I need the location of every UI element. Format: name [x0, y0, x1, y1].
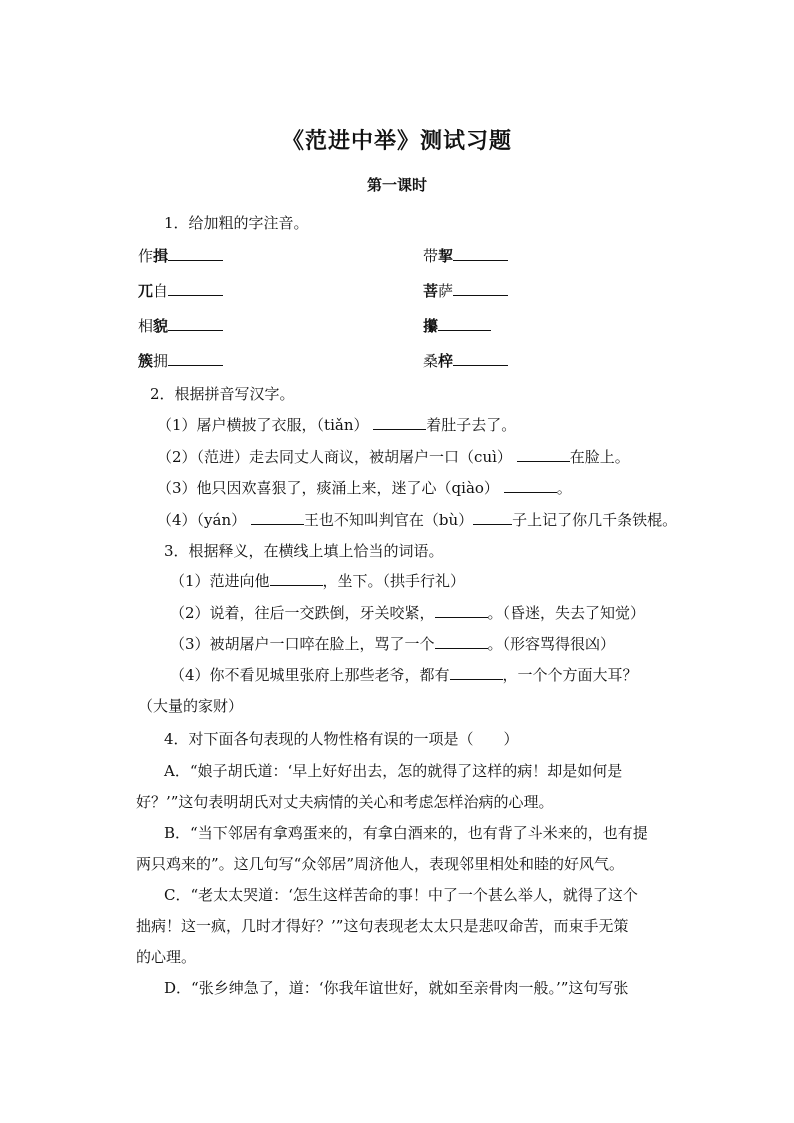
q4-option-a-line-2: 好？’”这句表明胡氏对丈夫病情的关心和考虑怎样治病的心理。: [136, 793, 554, 811]
q2-line-3: （3）他只因欢喜狠了，痰涌上来，迷了心（qiào） 。: [157, 479, 572, 497]
q1-item-6: 攥: [423, 316, 491, 336]
q4-option-b-line-2: 两只鸡来的”。这几句写“众邻居”周济他人，表现邻里相处和睦的好风气。: [136, 855, 625, 873]
q4-option-b-line-1: B．“当下邻居有拿鸡蛋来的，有拿白酒来的，也有背了斗米来的，也有提: [164, 824, 648, 842]
q4-prompt: 4．对下面各句表现的人物性格有误的一项是（ ）: [164, 730, 519, 748]
q3-line-4-cont: （大量的家财）: [138, 697, 244, 715]
page-subtitle: 第一课时: [366, 176, 427, 194]
q4-option-a-line-1: A．“娘子胡氏道：‘早上好好出去，怎的就得了这样的病！却是如何是: [164, 762, 623, 780]
q1-item-4: 菩萨: [423, 281, 508, 301]
q1-item-1: 作揖: [138, 246, 223, 266]
q1-prompt: 1．给加粗的字注音。: [164, 214, 309, 232]
q2-line-4: （4）（yán） 王也不知叫判官在（bù） 子上记了你几千条铁棍。: [157, 511, 678, 529]
q3-line-4: （4）你不看见城里张府上那些老爷，都有 ，一个个方面大耳？: [170, 666, 638, 684]
q1-item-5: 相貌: [138, 316, 223, 336]
q1-item-3: 兀自: [138, 281, 223, 301]
q3-line-1: （1）范进向他 ，坐下。（拱手行礼）: [170, 572, 466, 590]
q4-option-c-line-1: C．“老太太哭道：‘怎生这样苦命的事！中了一个甚么举人，就得了这个: [164, 886, 638, 904]
q2-prompt: 2．根据拼音写汉字。: [150, 385, 295, 403]
q1-item-2: 带挈: [423, 246, 508, 266]
q3-line-2: （2）说着，往后一交跌倒，牙关咬紧， 。（昏迷，失去了知觉）: [170, 604, 646, 622]
page-title: 《范进中举》测试习题: [281, 128, 512, 154]
q2-line-2: （2）（范进）走去同丈人商议，被胡屠户一口（cuì） 在脸上。: [157, 448, 630, 466]
q4-option-c-line-3: 的心理。: [136, 948, 197, 966]
q2-line-1: （1）屠户横披了衣服，（tiǎn） 着肚子去了。: [157, 416, 517, 434]
q1-item-8: 桑梓: [423, 351, 508, 371]
q3-prompt: 3．根据释义，在横线上填上恰当的词语。: [164, 542, 444, 560]
q4-option-c-line-2: 拙病！这一疯，几时才得好？’”这句表现老太太只是悲叹命苦，而束手无策: [136, 917, 629, 935]
q4-option-d-line-1: D．“张乡绅急了，道：‘你我年谊世好，就如至亲骨肉一般。’”这句写张: [164, 979, 629, 997]
q3-line-3: （3）被胡屠户一口啐在脸上，骂了一个 。（形容骂得很凶）: [170, 635, 616, 653]
q1-item-7: 簇拥: [138, 351, 223, 371]
